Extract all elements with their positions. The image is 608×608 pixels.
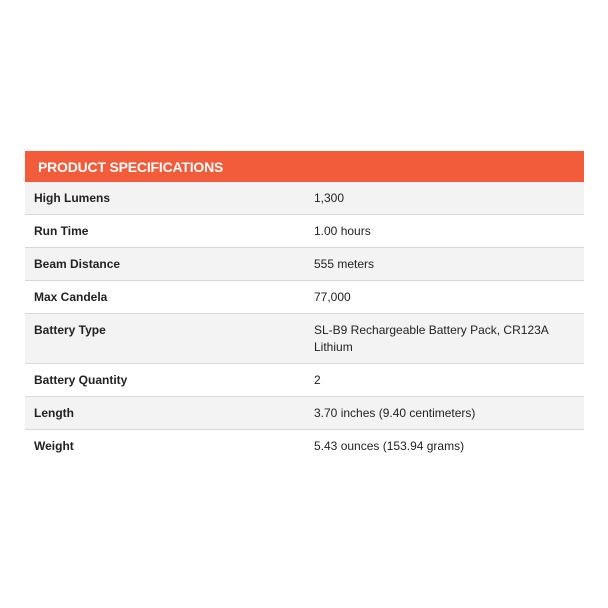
spec-row-length	[25, 397, 584, 430]
spec-row-run-time	[25, 215, 584, 248]
spec-value: 3.70 inches (9.40 centimeters)	[314, 406, 476, 420]
spec-row-battery-quantity	[25, 364, 584, 397]
spec-value: 1.00 hours	[314, 224, 371, 238]
spec-label: Length	[34, 406, 74, 420]
spec-row-battery-type	[25, 314, 584, 364]
spec-label: High Lumens	[34, 191, 111, 205]
spec-row-high-lumens	[25, 182, 584, 215]
spec-label: Max Candela	[34, 290, 108, 304]
spec-value: 5.43 ounces (153.94 grams)	[314, 439, 465, 453]
spec-value: 555 meters	[314, 257, 375, 271]
spec-label: Beam Distance	[34, 257, 121, 271]
spec-label: Battery Quantity	[34, 373, 128, 387]
specifications-title: PRODUCT SPECIFICATIONS	[38, 158, 224, 175]
spec-label: Weight	[34, 439, 74, 453]
spec-value: 1,300	[314, 191, 345, 205]
spec-value: SL-B9 Rechargeable Battery Pack, CR123A Lithium	[314, 323, 549, 354]
spec-value: 2	[314, 373, 321, 387]
specifications-header	[25, 151, 584, 182]
spec-label: Battery Type	[34, 323, 106, 337]
spec-row-beam-distance	[25, 248, 584, 281]
spec-label: Run Time	[34, 224, 89, 238]
spec-row-weight	[25, 430, 584, 462]
product-specifications-table	[25, 151, 584, 462]
spec-row-max-candela	[25, 281, 584, 314]
spec-value: 77,000	[314, 290, 351, 304]
